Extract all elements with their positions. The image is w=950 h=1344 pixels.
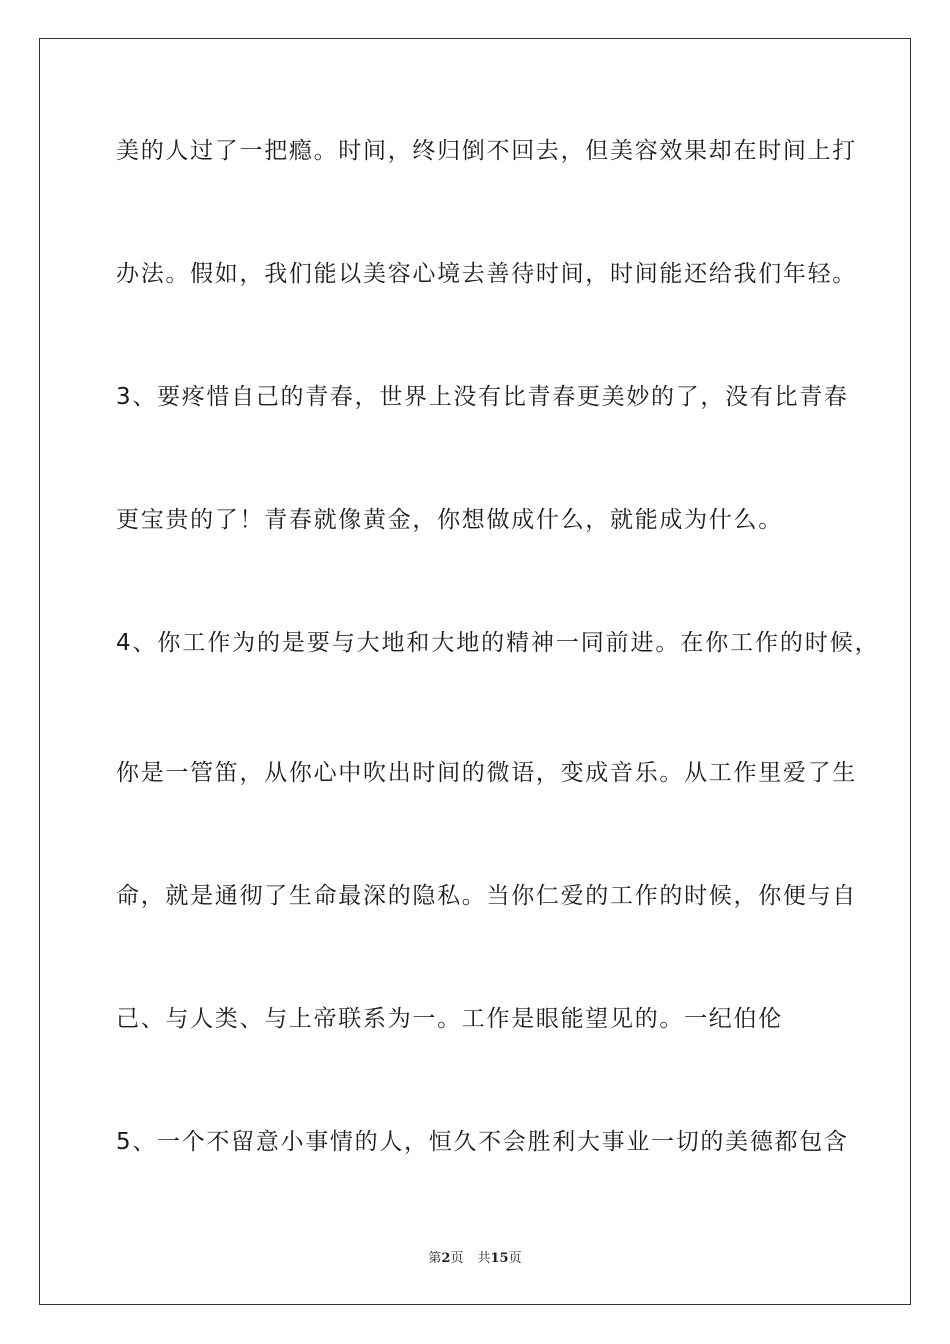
- body-text-line: 5、一个不留意小事情的人，恒久不会胜利大事业一切的美德都包含: [116, 1129, 849, 1155]
- body-text-line: 美的人过了一把瘾。时间，终归倒不回去，但美容效果却在时间上打: [116, 138, 857, 164]
- page-prefix: 第: [428, 1251, 442, 1266]
- total-prefix: 共: [477, 1251, 491, 1266]
- body-text-line: 己、与人类、与上帝联系为一。工作是眼能望见的。一纪伯伦: [116, 1006, 783, 1032]
- page-border: [39, 38, 911, 1305]
- page-footer: [0, 1247, 950, 1266]
- body-text-line: 更宝贵的了！青春就像黄金，你想做成什么，就能成为什么。: [116, 507, 783, 533]
- page-number: 2: [441, 1251, 451, 1266]
- body-text-line: 3、要疼惜自己的青春，世界上没有比青春更美妙的了，没有比青春: [116, 384, 849, 410]
- total-suffix: 页: [508, 1251, 522, 1266]
- body-text-line: 4、你工作为的是要与大地和大地的精神一同前进。在你工作的时候，: [116, 630, 880, 656]
- body-text-line: 办法。假如，我们能以美容心境去善待时间，时间能还给我们年轻。: [116, 261, 857, 287]
- page-suffix: 页: [450, 1251, 464, 1266]
- body-text-line: 你是一管笛，从你心中吹出时间的微语，变成音乐。从工作里爱了生: [116, 760, 857, 786]
- body-text-line: 命，就是通彻了生命最深的隐私。当你仁爱的工作的时候，你便与自: [116, 883, 857, 909]
- total-pages: 15: [490, 1251, 509, 1266]
